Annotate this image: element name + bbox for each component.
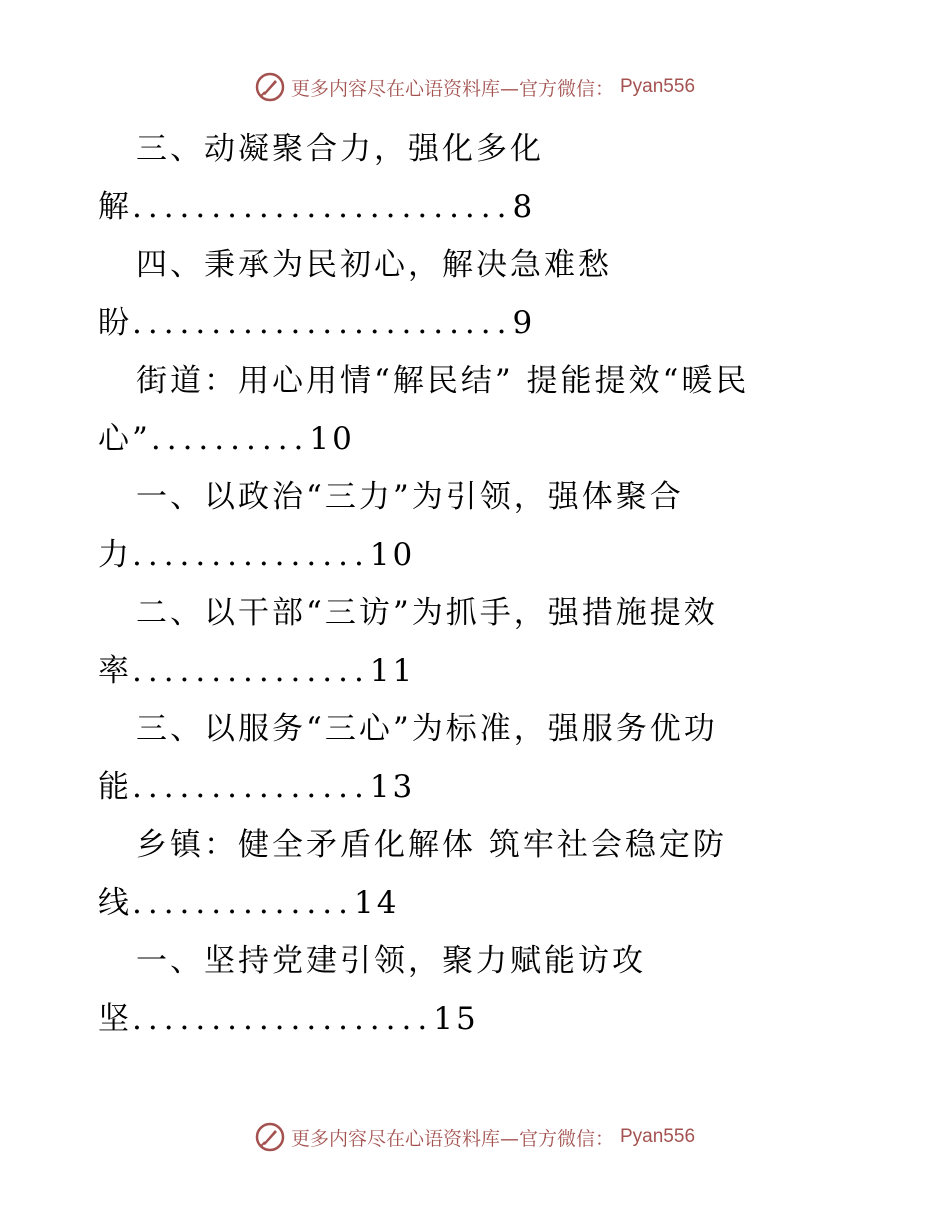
- toc-entry-title: 街道：用心用情“解民结” 提能提效“暖民: [136, 363, 750, 399]
- toc-entry: [0, 932, 950, 1048]
- toc-entry-continuation: [0, 990, 950, 1048]
- toc-entry-continuation: [0, 874, 950, 932]
- watermark-wechat-id: Pyan556: [620, 76, 696, 97]
- toc-leader-dots: ........................: [132, 189, 513, 225]
- toc-entry-tail: 盼: [98, 305, 132, 341]
- toc-entry-continuation: [0, 294, 950, 352]
- toc-leader-dots: ..............: [132, 885, 354, 921]
- toc-page-number: 13: [369, 769, 416, 805]
- table-of-contents: [0, 120, 950, 1048]
- toc-entry-continuation: [0, 410, 950, 468]
- toc-entry: [0, 352, 950, 468]
- toc-page-number: 9: [512, 305, 536, 341]
- toc-entry-continuation: [0, 758, 950, 816]
- toc-page-number: 11: [369, 653, 416, 689]
- toc-entry-tail: 力: [98, 537, 132, 573]
- toc-leader-dots: ...............: [132, 653, 370, 689]
- toc-entry-title: 一、以政治“三力”为引领，强体聚合: [136, 479, 684, 515]
- toc-entry: [0, 236, 950, 352]
- toc-entry-tail: 能: [98, 769, 132, 805]
- toc-entry-tail: 率: [98, 653, 132, 689]
- watermark-wechat-id: Pyan556: [620, 1126, 696, 1147]
- toc-leader-dots: ...............: [132, 537, 370, 573]
- toc-entry-title: 一、坚持党建引领，聚力赋能访攻: [136, 943, 646, 979]
- toc-page-number: 10: [369, 537, 416, 573]
- toc-entry: [0, 120, 950, 236]
- toc-entry-continuation: [0, 526, 950, 584]
- toc-leader-dots: ...................: [132, 1001, 434, 1037]
- toc-page-number: 14: [353, 885, 400, 921]
- toc-entry-continuation: [0, 642, 950, 700]
- toc-entry-tail: 解: [98, 189, 132, 225]
- watermark-text: 更多内容尽在心语资料库—官方微信：: [290, 1127, 614, 1150]
- toc-entry-tail: 坚: [98, 1001, 132, 1037]
- toc-entry-title: 三、动凝聚合力，强化多化: [136, 131, 544, 167]
- toc-page-number: 8: [512, 189, 536, 225]
- toc-page-number: 10: [309, 421, 355, 457]
- toc-entry-title: 二、以干部“三访”为抓手，强措施提效: [136, 595, 718, 631]
- toc-entry-title: 乡镇：健全矛盾化解体 筑牢社会稳定防: [136, 827, 727, 863]
- toc-entry: [0, 816, 950, 932]
- toc-leader-dots: ..........: [150, 421, 310, 457]
- toc-entry-continuation: [0, 178, 950, 236]
- toc-entry-title: 四、秉承为民初心，解决急难愁: [136, 247, 612, 283]
- quill-logo-icon: [255, 1122, 285, 1152]
- quill-logo-icon: [255, 72, 285, 102]
- toc-entry: [0, 584, 950, 700]
- footer-watermark: [0, 1122, 950, 1152]
- toc-entry: [0, 700, 950, 816]
- toc-leader-dots: ...............: [132, 769, 370, 805]
- toc-entry-tail: 心”: [98, 421, 151, 457]
- toc-entry: [0, 468, 950, 584]
- watermark-text: 更多内容尽在心语资料库—官方微信：: [290, 77, 614, 100]
- toc-leader-dots: ........................: [132, 305, 513, 341]
- header-watermark: [0, 72, 950, 102]
- toc-page-number: 15: [433, 1001, 479, 1037]
- toc-entry-title: 三、以服务“三心”为标准，强服务优功: [136, 711, 718, 747]
- toc-entry-tail: 线: [98, 885, 132, 921]
